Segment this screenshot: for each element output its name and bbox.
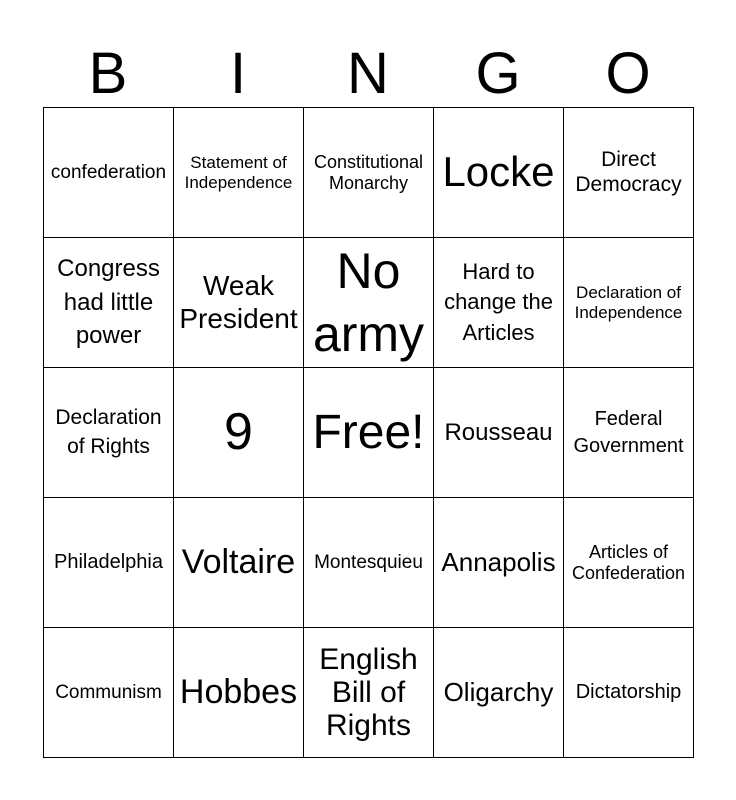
cell-text: Locke [442, 148, 555, 196]
header-letter-g: G [475, 41, 521, 106]
cell-text: Hobbes [179, 672, 298, 711]
bingo-cell[interactable] [564, 108, 694, 238]
bingo-cell[interactable] [304, 368, 434, 498]
bingo-cell[interactable] [304, 108, 434, 238]
cell-text: Rousseau [444, 418, 553, 446]
cell-text: Communism [55, 681, 162, 703]
cell-text: Declaration of Rights [55, 406, 162, 458]
cell-text: Direct Democracy [575, 148, 682, 196]
bingo-cell[interactable] [564, 238, 694, 368]
cell-text: Philadelphia [54, 551, 163, 573]
cell-text: 9 [224, 402, 253, 461]
header-letter-b: B [88, 41, 128, 106]
bingo-cell[interactable] [434, 368, 564, 498]
cell-text: Dictatorship [575, 681, 682, 703]
bingo-cell[interactable] [564, 498, 694, 628]
bingo-cell[interactable] [564, 368, 694, 498]
cell-text: No army [312, 243, 425, 362]
header-letter-o: O [605, 41, 651, 106]
bingo-cell[interactable] [44, 368, 174, 498]
bingo-cell[interactable] [174, 368, 304, 498]
bingo-cell[interactable] [44, 238, 174, 368]
cell-text: Voltaire [181, 542, 296, 581]
header-letter-i: I [229, 41, 247, 106]
bingo-cell[interactable] [304, 238, 434, 368]
bingo-cell[interactable] [174, 498, 304, 628]
bingo-cell[interactable] [44, 628, 174, 758]
cell-text: English Bill of Rights [319, 643, 418, 742]
bingo-cell[interactable] [304, 498, 434, 628]
bingo-cell[interactable] [174, 108, 304, 238]
cell-text: Statement of Independence [184, 152, 293, 192]
cell-text: Articles of Confederation [571, 541, 686, 583]
bingo-cell[interactable] [174, 628, 304, 758]
cell-text: Constitutional Monarchy [313, 151, 424, 193]
header-letter-n: N [347, 41, 389, 106]
cell-text: Hard to change the Articles [444, 258, 553, 345]
cell-text: Montesquieu [314, 551, 423, 573]
cell-text: confederation [50, 161, 167, 183]
bingo-cell[interactable] [44, 498, 174, 628]
bingo-cell[interactable] [434, 108, 564, 238]
cell-text: Federal Government [573, 407, 684, 457]
cell-text: Congress had little power [57, 255, 160, 350]
cell-text: Annapolis [441, 546, 556, 577]
bingo-cell[interactable] [304, 628, 434, 758]
cell-text: Declaration of Independence [574, 282, 683, 322]
cell-text: Oligarchy [443, 676, 554, 707]
bingo-cell[interactable] [564, 628, 694, 758]
bingo-cell[interactable] [434, 628, 564, 758]
bingo-board [43, 107, 694, 758]
bingo-cell[interactable] [434, 498, 564, 628]
bingo-cell[interactable] [434, 238, 564, 368]
cell-text: Weak President [179, 270, 298, 334]
bingo-cell[interactable] [174, 238, 304, 368]
bingo-header [43, 40, 693, 108]
cell-text: Free! [312, 405, 425, 459]
bingo-cell[interactable] [44, 108, 174, 238]
